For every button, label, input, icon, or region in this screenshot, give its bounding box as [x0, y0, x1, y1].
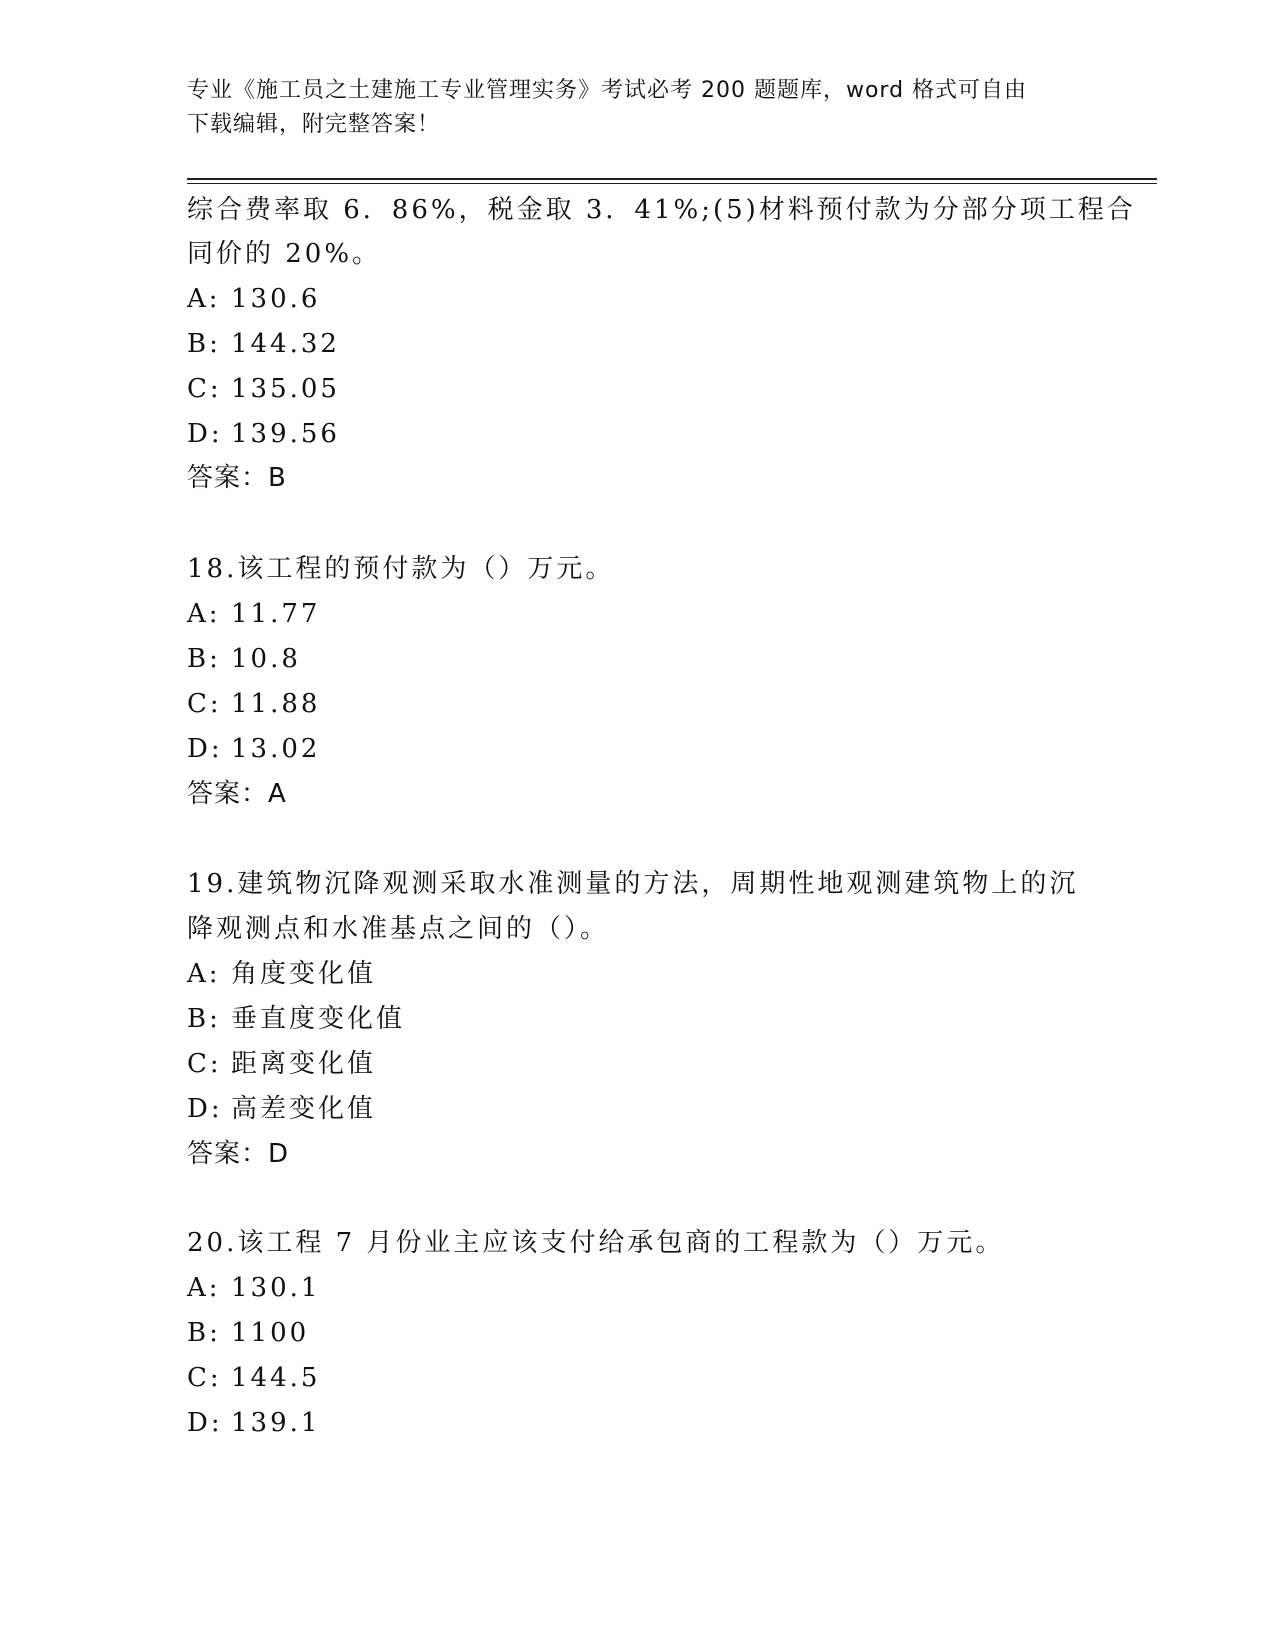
- q20-option-c: [187, 1361, 320, 1395]
- q17-option-c-letter: C:: [187, 374, 222, 404]
- q20-option-a-text: 130.1: [231, 1273, 321, 1303]
- q20-option-b: [187, 1316, 309, 1350]
- q17-option-c-text: 135.05: [231, 374, 340, 404]
- q18-option-b: [187, 642, 301, 676]
- q18-option-d-text: 13.02: [231, 734, 321, 764]
- q18-option-a: [187, 597, 320, 631]
- q18-option-c-letter: C:: [187, 689, 222, 719]
- q19-option-a-letter: A:: [187, 959, 221, 989]
- q20-option-d-letter: D:: [187, 1408, 223, 1438]
- q18-option-d-letter: D:: [187, 734, 223, 764]
- q20-option-a: [187, 1271, 320, 1305]
- header-line-2: 下载编辑，附完整答案！: [187, 112, 441, 137]
- q18-answer: 答案：A: [187, 779, 287, 809]
- q17-answer: 答案：B: [187, 463, 287, 493]
- q19-option-b: [187, 1002, 405, 1036]
- header-divider-thick: [187, 178, 1157, 180]
- q19-option-b-letter: B:: [187, 1004, 221, 1034]
- q19-option-c-text: 距离变化值: [231, 1049, 377, 1079]
- q18-text-line-1: 18.该工程的预付款为（）万元。: [187, 554, 615, 584]
- q17-option-a-text: 130.6: [231, 284, 321, 314]
- q19-text-line-2: 降观测点和水准基点之间的（）。: [187, 914, 610, 944]
- q20-option-b-text: 1100: [231, 1318, 310, 1348]
- q17-option-b: [187, 327, 340, 361]
- q20-option-d: [187, 1406, 320, 1440]
- q18-option-a-text: 11.77: [231, 599, 321, 629]
- q19-option-d-letter: D:: [187, 1094, 223, 1124]
- q20-option-c-text: 144.5: [231, 1363, 321, 1393]
- q17-option-a-letter: A:: [187, 284, 221, 314]
- q19-option-d-text: 高差变化值: [231, 1094, 377, 1124]
- q20-option-c-letter: C:: [187, 1363, 222, 1393]
- document-header: [187, 74, 1087, 142]
- q17-option-d: [187, 417, 340, 451]
- q20-option-d-text: 139.1: [231, 1408, 321, 1438]
- q17-option-b-letter: B:: [187, 329, 221, 359]
- q19-answer: 答案：D: [187, 1139, 290, 1169]
- q20-option-a-letter: A:: [187, 1273, 221, 1303]
- q17-option-d-letter: D:: [187, 419, 223, 449]
- q19-option-d: [187, 1092, 376, 1126]
- q17-option-d-text: 139.56: [231, 419, 340, 449]
- q19-option-b-text: 垂直度变化值: [231, 1004, 406, 1034]
- header-divider-thin: [187, 183, 1157, 184]
- q17-option-b-text: 144.32: [231, 329, 340, 359]
- q20-text-line-1: 20.该工程 7 月份业主应该支付给承包商的工程款为（）万元。: [187, 1228, 1005, 1258]
- header-line-1: 专业《施工员之土建施工专业管理实务》考试必考 200 题题库，word 格式可自由: [187, 78, 1028, 103]
- q17-option-a: [187, 282, 320, 316]
- q20-option-b-letter: B:: [187, 1318, 221, 1348]
- q19-option-c-letter: C:: [187, 1049, 222, 1079]
- q17-text-line-1: 综合费率取 6．86%，税金取 3．41%;(5)材料预付款为分部分项工程合: [187, 195, 1136, 225]
- q17-text-line-2: 同价的 20%。: [187, 239, 382, 269]
- q18-option-b-text: 10.8: [231, 644, 301, 674]
- q19-text-line-1: 19.建筑物沉降观测采取水准测量的方法，周期性地观测建筑物上的沉: [187, 869, 1079, 899]
- q19-option-a: [187, 957, 376, 991]
- q18-option-a-letter: A:: [187, 599, 221, 629]
- q18-option-c-text: 11.88: [231, 689, 321, 719]
- q18-option-c: [187, 687, 320, 721]
- q19-option-a-text: 角度变化值: [231, 959, 377, 989]
- q18-option-b-letter: B:: [187, 644, 221, 674]
- q17-option-c: [187, 372, 340, 406]
- q19-option-c: [187, 1047, 376, 1081]
- q18-option-d: [187, 732, 320, 766]
